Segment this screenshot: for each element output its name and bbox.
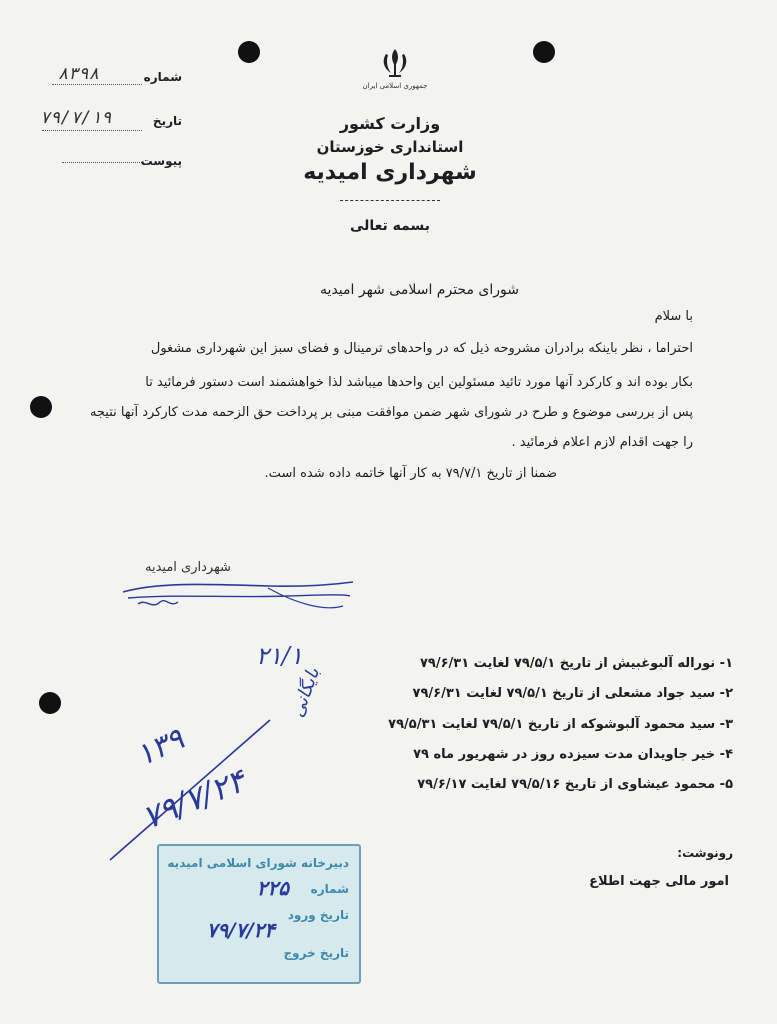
date-label: تاریخ xyxy=(152,114,182,128)
list-item: ۵- محمود عیشاوی از تاریخ ۷۹/۵/۱۶ لغایت ۷۹/۶/۱۷ xyxy=(417,777,733,792)
stamp-number-label: شماره xyxy=(310,882,349,896)
list-item: ۳- سید محمود آلبوشوکه از تاریخ ۷۹/۵/۱ لغایت ۷۹/۵/۳۱ xyxy=(388,717,733,732)
punch-hole xyxy=(533,41,555,63)
punch-hole xyxy=(30,396,52,418)
list-item: ۴- خیر جاویدان مدت سیزده روز در شهریور ماه ۷۹ xyxy=(413,747,733,762)
stamp-entry-date-label: تاریخ ورود xyxy=(287,908,349,922)
governorate-title: استانداری خوزستان xyxy=(316,138,464,156)
list-item: ۲- سید جواد مشعلی از تاریخ ۷۹/۵/۱ لغایت ۷۹/۶/۳۱ xyxy=(412,686,733,701)
paragraph-line-1: احتراما ، نظر باینکه برادران مشروحه ذیل که در واحدهای ترمینال و فضای سبز این شهرداری مشغول xyxy=(150,341,693,356)
date-underline xyxy=(42,130,142,131)
bismillah-heading: بسمه تعالی xyxy=(349,218,431,234)
paragraph-line-4: را جهت اقدام لازم اعلام فرمائید . xyxy=(511,435,693,450)
ministry-title: وزارت کشور xyxy=(339,114,441,133)
signature-scribble xyxy=(118,572,358,616)
punch-hole xyxy=(238,41,260,63)
secretariat-stamp xyxy=(157,844,361,984)
recipient: شورای محترم اسلامی شهر امیدیه xyxy=(320,282,519,298)
municipality-title: شهرداری امیدیه xyxy=(303,160,477,185)
stamp-exit-date-label: تاریخ خروج xyxy=(283,946,349,960)
ornament-divider xyxy=(340,200,440,201)
cc-label: رونوشت: xyxy=(677,846,733,860)
handwritten-note-side: بایگانی xyxy=(286,664,325,721)
date-value: ۷۹/۷/۱۹ xyxy=(40,108,112,128)
attachment-label: پیوست xyxy=(140,154,182,168)
handwritten-note-top: ۲۱/۱ xyxy=(256,642,303,670)
iran-emblem-icon xyxy=(377,46,413,80)
handwritten-number: ۱۳۹ xyxy=(130,721,190,774)
stamp-entry-date-value: ۷۹/۷/۲۴ xyxy=(206,918,275,942)
handwritten-date: ۷۹/۷/۲۴ xyxy=(136,761,251,837)
emblem xyxy=(360,46,430,98)
emblem-caption: جمهوری اسلامی ایران xyxy=(362,82,428,90)
stamp-number-value: ۲۲۵ xyxy=(256,876,289,900)
punch-hole xyxy=(39,692,61,714)
paragraph-line-2: بکار بوده اند و کارکرد آنها مورد تائید مسئولین این واحدها میباشد لذا خواهشمند است دستور فرمائید تا xyxy=(145,375,693,390)
paragraph-line-3: پس از بررسی موضوع و طرح در شورای شهر ضمن موافقت مبنی بر پرداخت حق الزحمه مدت کارکرد آنها نتیجه xyxy=(89,405,693,420)
stamp-title: دبیرخانه شورای اسلامی امیدیه xyxy=(167,856,349,870)
number-underline xyxy=(52,84,142,85)
number-value: ۸۳۹۸ xyxy=(58,64,99,84)
greeting: با سلام xyxy=(654,309,693,324)
attachment-underline xyxy=(62,162,142,163)
signature-name: شهرداری امیدیه xyxy=(145,560,231,575)
number-label: شماره xyxy=(143,70,182,84)
cc-line: امور مالی جهت اطلاع xyxy=(589,874,729,889)
list-item: ۱- نوراله آلبوغبیش از تاریخ ۷۹/۵/۱ لغایت ۷۹/۶/۳۱ xyxy=(419,656,733,671)
paragraph-line-5: ضمنا از تاریخ ۷۹/۷/۱ به کار آنها خاتمه داده شده است. xyxy=(264,466,557,481)
